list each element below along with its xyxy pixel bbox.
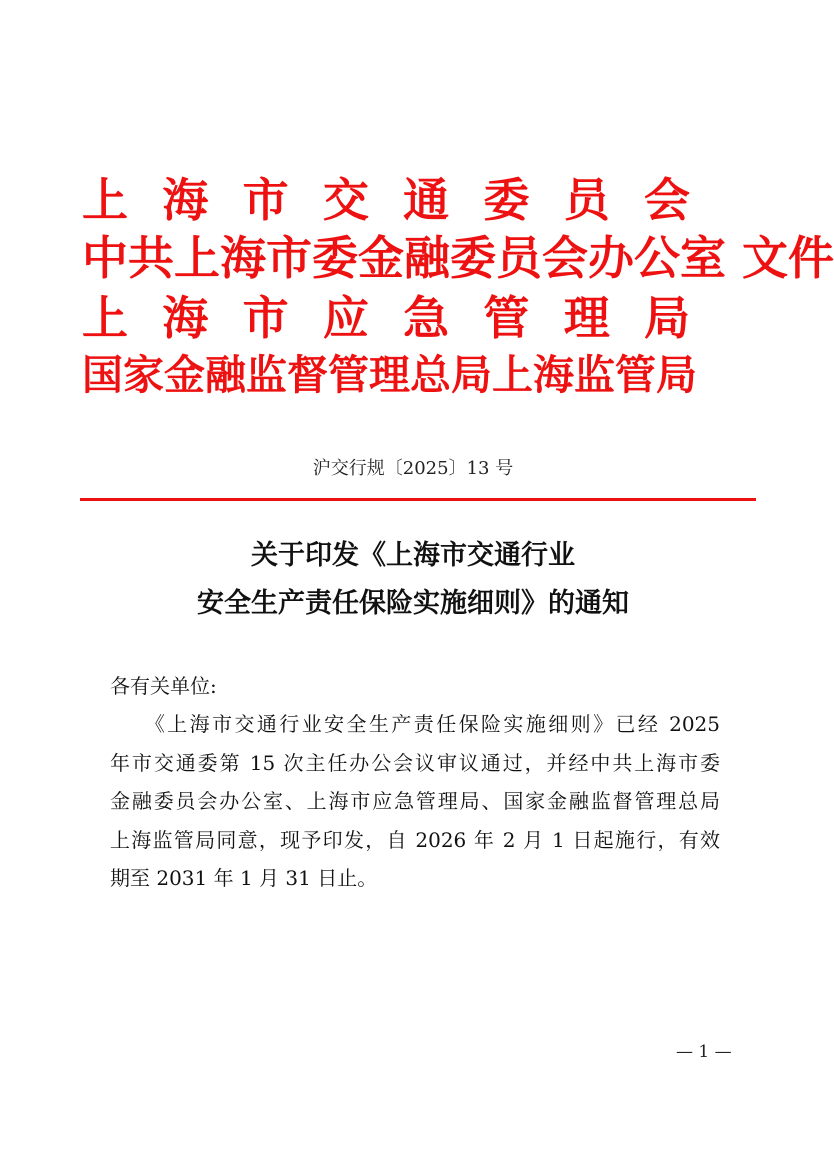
header-char: 督 [287,351,328,399]
header-char: 融 [205,351,246,399]
header-char: 上 [82,173,128,227]
document-number: 沪交行规〔2025〕13 号 [312,458,514,479]
header-char: 监 [246,351,287,399]
header-char: 局 [656,351,697,399]
header-char: 会 [643,173,690,227]
body-line: 上海监管局同意，现予印发，自 2026 年 2 月 1 日起施行，有效 [110,828,720,852]
header-char: 总 [410,351,451,399]
header-char: 文 [742,231,789,285]
header-char: 上 [82,291,128,345]
issuer-line-finance-office [82,230,834,286]
header-char: 海 [162,291,209,345]
header-char: 国 [82,351,123,399]
header-char: 应 [322,291,369,345]
header-char: 室 [680,231,726,285]
header-char: 市 [242,291,289,345]
page-number: — 1 — [676,1042,732,1062]
header-char: 管 [615,351,656,399]
header-char: 会 [542,231,588,285]
header-char: 海 [533,351,574,399]
header-char: 管 [328,351,369,399]
header-char: 件 [788,231,834,285]
body-line: 期至 2031 年 1 月 31 日止。 [110,866,378,890]
header-char: 中 [82,231,128,285]
header-char: 通 [403,173,450,227]
red-divider [80,498,756,501]
header-char: 办 [588,231,634,285]
header-char: 金 [358,231,404,285]
issuer-line-financial-regulator [82,347,697,403]
header-char: 海 [220,231,266,285]
header-char: 委 [483,173,530,227]
header-char [726,230,742,286]
header-char: 监 [574,351,615,399]
body-line: 年市交通委第 15 次主任办公会议审议通过，并经中共上海市委 [110,751,720,775]
document-title-line-1: 关于印发《上海市交通行业 [251,540,575,571]
header-char: 急 [403,291,450,345]
header-char: 市 [242,173,289,227]
header-char: 局 [643,291,690,345]
header-char: 上 [174,231,220,285]
issuer-line-emergency-bureau [82,290,690,346]
header-char: 理 [563,291,610,345]
header-char: 海 [162,173,209,227]
header-char: 员 [496,231,542,285]
body-line: 《上海市交通行业安全生产责任保险实施细则》已经 2025 [110,712,720,736]
header-char: 交 [322,173,369,227]
document-title-line-2: 安全生产责任保险实施细则》的通知 [197,588,629,619]
header-char: 家 [123,351,164,399]
salutation: 各有关单位: [110,674,217,698]
header-char: 上 [492,351,533,399]
issuer-line-transport-commission [82,172,690,228]
header-char: 理 [369,351,410,399]
header-char: 局 [451,351,492,399]
header-char: 委 [450,231,496,285]
header-char: 金 [164,351,205,399]
header-char: 融 [404,231,450,285]
body-line: 金融委员会办公室、上海市应急管理局、国家金融监督管理总局 [110,789,720,813]
header-char: 共 [128,231,174,285]
header-char: 管 [483,291,530,345]
header-char: 公 [634,231,680,285]
header-char: 委 [312,231,358,285]
header-char: 市 [266,231,312,285]
header-char: 员 [563,173,610,227]
